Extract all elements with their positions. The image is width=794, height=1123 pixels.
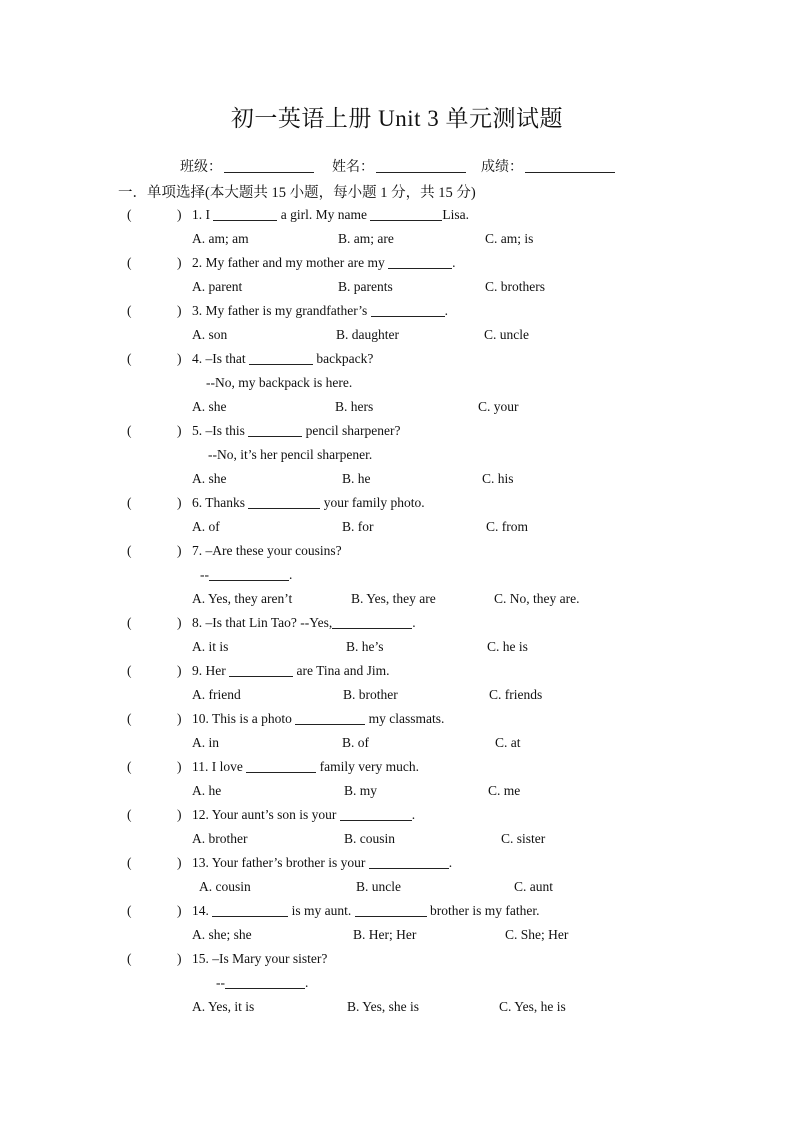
answer-paren-close: ) [177, 615, 182, 630]
answer-paren-open: ( [127, 759, 132, 774]
answer-paren-open: ( [127, 711, 132, 726]
reply-line: -- . [200, 567, 293, 582]
option-c[interactable]: C. She; Her [505, 927, 569, 942]
answer-blank[interactable] [340, 807, 412, 821]
option-b[interactable]: B. brother [343, 687, 398, 702]
name-label: 姓名： [332, 160, 374, 175]
question-stem: 8. –Is that Lin Tao? --Yes, . [192, 615, 416, 630]
answer-paren-open: ( [127, 615, 132, 630]
option-b[interactable]: B. parents [338, 279, 393, 294]
answer-blank[interactable] [248, 495, 320, 509]
section-heading: 一．单项选择(本大题共 15 小题，每小题 1 分，共 15 分) [118, 185, 476, 201]
answer-paren-close: ) [177, 903, 182, 918]
option-b[interactable]: B. for [342, 519, 374, 534]
answer-paren-close: ) [177, 351, 182, 366]
question-stem: 2. My father and my mother are my . [192, 255, 456, 270]
answer-blank[interactable] [332, 615, 412, 629]
option-a[interactable]: A. he [192, 783, 222, 798]
answer-paren-open: ( [127, 951, 132, 966]
score-label: 成绩： [481, 160, 523, 175]
option-a[interactable]: A. in [192, 735, 219, 750]
option-b[interactable]: B. he [342, 471, 371, 486]
answer-paren-close: ) [177, 951, 182, 966]
option-c[interactable]: C. your [478, 399, 519, 414]
option-b[interactable]: B. of [342, 735, 369, 750]
reply-line: --No, it’s her pencil sharpener. [208, 447, 373, 462]
answer-blank[interactable] [355, 903, 427, 917]
option-c[interactable]: C. No, they are. [494, 591, 580, 606]
option-a[interactable]: A. Yes, they aren’t [192, 591, 293, 606]
option-b[interactable]: B. Yes, she is [347, 999, 420, 1014]
option-a[interactable]: A. Yes, it is [192, 999, 255, 1014]
option-c[interactable]: C. uncle [484, 327, 529, 342]
question-stem: 10. This is a photo my classmats. [192, 711, 445, 726]
question-stem: 15. –Is Mary your sister? [192, 951, 328, 966]
answer-paren-open: ( [127, 903, 132, 918]
answer-paren-open: ( [127, 303, 132, 318]
option-a[interactable]: A. son [192, 327, 228, 342]
option-c[interactable]: C. at [495, 735, 521, 750]
option-a[interactable]: A. she [192, 471, 227, 486]
question-stem: 9. Her are Tina and Jim. [192, 663, 390, 678]
answer-blank[interactable] [369, 855, 449, 869]
option-c[interactable]: C. aunt [514, 879, 553, 894]
option-b[interactable]: B. my [344, 783, 378, 798]
answer-paren-open: ( [127, 495, 132, 510]
answer-blank[interactable] [295, 711, 365, 725]
answer-paren-close: ) [177, 711, 182, 726]
question-stem: 11. I love family very much. [192, 759, 419, 774]
answer-paren-close: ) [177, 807, 182, 822]
option-a[interactable]: A. friend [192, 687, 241, 702]
answer-paren-close: ) [177, 303, 182, 318]
page-title: 初一英语上册 Unit 3 单元测试题 [230, 106, 564, 131]
question-stem: 4. –Is that backpack? [192, 351, 374, 366]
answer-blank[interactable] [388, 255, 452, 269]
answer-paren-open: ( [127, 423, 132, 438]
option-c[interactable]: C. Yes, he is [499, 999, 566, 1014]
answer-blank[interactable] [209, 567, 289, 581]
reply-line: --No, my backpack is here. [206, 375, 353, 390]
answer-paren-open: ( [127, 255, 132, 270]
answer-paren-open: ( [127, 351, 132, 366]
answer-paren-open: ( [127, 807, 132, 822]
option-a[interactable]: A. parent [192, 279, 243, 294]
question-stem: 3. My father is my grandfather’s . [192, 303, 448, 318]
answer-blank[interactable] [229, 663, 293, 677]
answer-blank[interactable] [246, 759, 316, 773]
option-c[interactable]: C. his [482, 471, 514, 486]
question-stem: 7. –Are these your cousins? [192, 543, 342, 558]
answer-paren-close: ) [177, 207, 182, 222]
question-stem: 1. I a girl. My name Lisa. [192, 207, 469, 222]
answer-paren-close: ) [177, 255, 182, 270]
question-stem: 14. is my aunt. brother is my father. [192, 903, 540, 918]
option-b[interactable]: B. he’s [346, 639, 384, 654]
option-a[interactable]: A. she [192, 399, 227, 414]
option-a[interactable]: A. she; she [192, 927, 252, 942]
option-b[interactable]: B. hers [335, 399, 374, 414]
class-blank[interactable] [224, 158, 314, 173]
class-field [180, 156, 314, 176]
answer-paren-open: ( [127, 663, 132, 678]
answer-paren-close: ) [177, 663, 182, 678]
answer-blank[interactable] [371, 303, 445, 317]
option-b[interactable]: B. daughter [336, 327, 399, 342]
answer-paren-open: ( [127, 543, 132, 558]
option-b[interactable]: B. cousin [344, 831, 396, 846]
answer-blank[interactable] [225, 975, 305, 989]
option-c[interactable]: C. from [486, 519, 528, 534]
question-stem: 13. Your father’s brother is your . [192, 855, 453, 870]
question-stem: 6. Thanks your family photo. [192, 495, 425, 510]
question-stem: 5. –Is this pencil sharpener? [192, 423, 401, 438]
question-stem: 12. Your aunt’s son is your . [192, 807, 416, 822]
score-blank[interactable] [525, 158, 615, 173]
score-field [481, 156, 615, 176]
option-a[interactable]: A. of [192, 519, 220, 534]
option-c[interactable]: C. he is [487, 639, 528, 654]
option-c[interactable]: C. friends [489, 687, 543, 702]
reply-line: -- . [216, 975, 309, 990]
class-label: 班级： [180, 160, 222, 175]
answer-paren-open: ( [127, 207, 132, 222]
option-c[interactable]: C. sister [501, 831, 546, 846]
option-c[interactable]: C. me [488, 783, 521, 798]
option-b[interactable]: B. Her; Her [353, 927, 417, 942]
name-blank[interactable] [376, 158, 466, 173]
option-a[interactable]: A. cousin [199, 879, 251, 894]
answer-paren-close: ) [177, 855, 182, 870]
answer-paren-close: ) [177, 759, 182, 774]
option-b[interactable]: B. am; are [338, 231, 394, 246]
option-a[interactable]: A. am; am [192, 231, 249, 246]
answer-blank[interactable] [212, 903, 288, 917]
option-b[interactable]: B. uncle [356, 879, 401, 894]
answer-blank[interactable] [248, 423, 302, 437]
option-b[interactable]: B. Yes, they are [351, 591, 436, 606]
option-c[interactable]: C. brothers [485, 279, 545, 294]
answer-paren-open: ( [127, 855, 132, 870]
option-a[interactable]: A. it is [192, 639, 229, 654]
answer-paren-close: ) [177, 423, 182, 438]
answer-blank[interactable] [213, 207, 277, 221]
answer-blank[interactable] [249, 351, 313, 365]
name-field [332, 156, 466, 176]
option-a[interactable]: A. brother [192, 831, 248, 846]
answer-paren-close: ) [177, 543, 182, 558]
answer-blank[interactable] [370, 207, 442, 221]
answer-paren-close: ) [177, 495, 182, 510]
option-c[interactable]: C. am; is [485, 231, 534, 246]
